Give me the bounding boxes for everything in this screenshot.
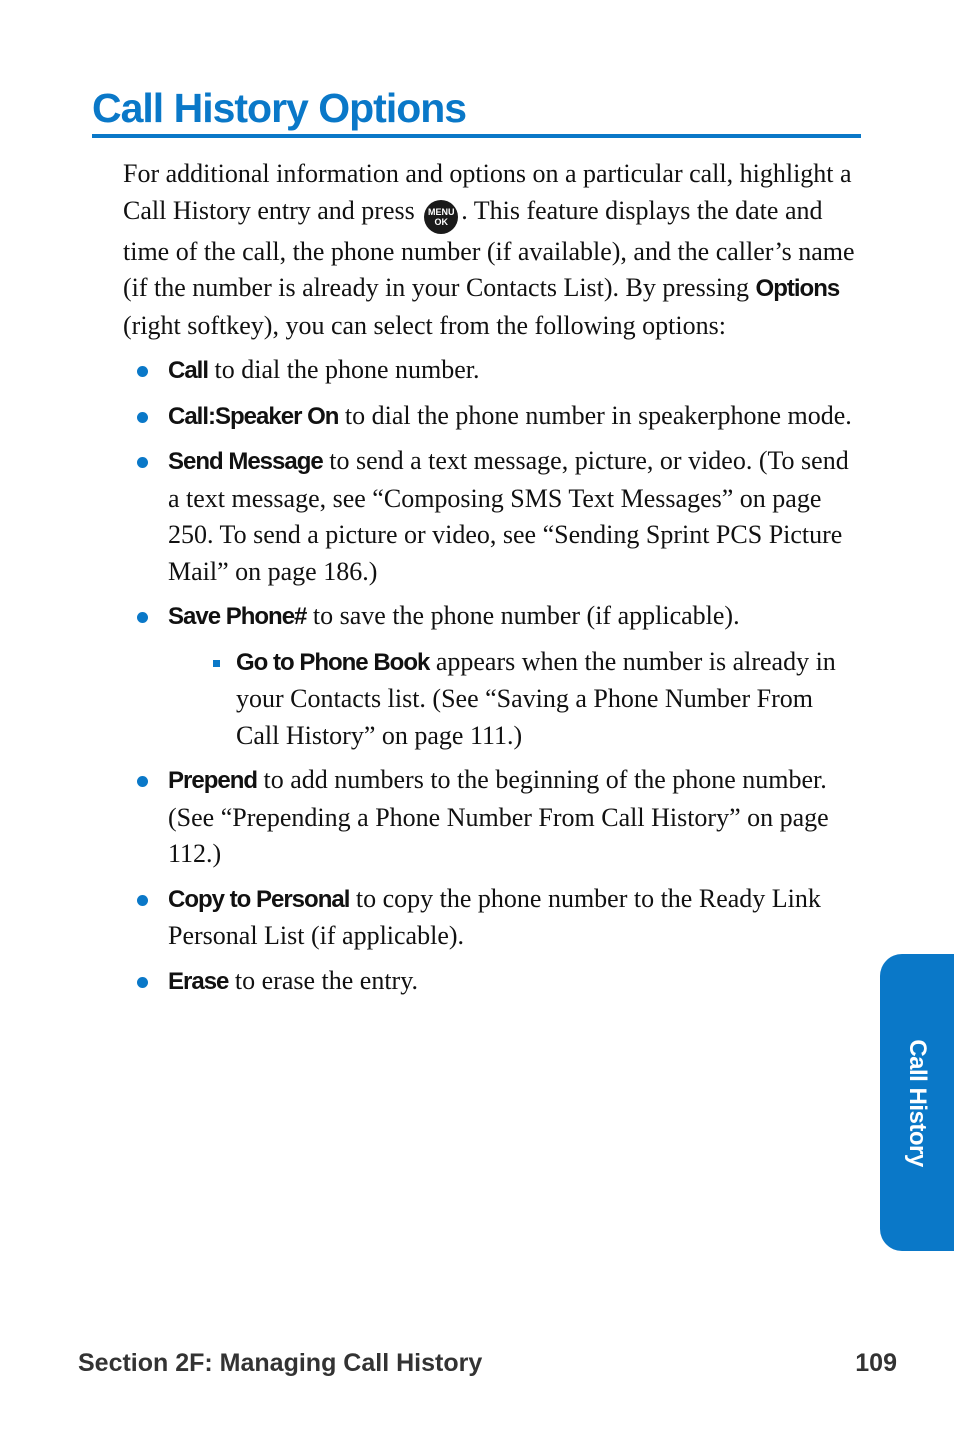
list-item xyxy=(123,881,858,955)
option-keyword: Call:Speaker On xyxy=(168,402,339,430)
sub-options-list xyxy=(168,644,858,755)
sub-option-keyword: Go to Phone Book xyxy=(236,648,430,676)
bullet-icon xyxy=(137,977,148,988)
footer-section-title: Section 2F: Managing Call History xyxy=(78,1349,483,1377)
list-item xyxy=(123,398,858,436)
option-description: to erase the entry. xyxy=(228,965,419,995)
footer-page-number: 109 xyxy=(855,1349,897,1377)
option-keyword: Save Phone# xyxy=(168,603,307,630)
option-keyword: Send Message xyxy=(168,448,323,475)
option-description: to send a text message, picture, or video. (To send a text message, see “Composing SMS Text Messages” on page 250. To send a picture or video, see “Sending Sprint PCS Picture Mail” on page 186.) xyxy=(168,446,849,586)
options-keyword: Options xyxy=(755,275,840,302)
intro-text-2: . This feature displays the date and time of the call, the phone number (if available), and the caller’s name (if the number is already in your Contacts List). By pressing xyxy=(123,195,855,302)
bullet-icon xyxy=(137,366,148,377)
intro-text-3: (right softkey), you can select from the following options: xyxy=(123,310,726,340)
page-title: Call History Options xyxy=(92,85,467,131)
bullet-icon xyxy=(137,776,148,787)
list-item xyxy=(123,352,858,390)
option-description: to copy the phone number to the Ready Link Personal List (if applicable). xyxy=(168,883,821,950)
option-keyword: Copy to Personal xyxy=(168,885,350,913)
intro-paragraph xyxy=(123,156,858,344)
menu-ok-key-icon: MENU OK xyxy=(424,200,458,234)
bullet-icon xyxy=(137,412,148,423)
bullet-icon xyxy=(137,457,148,468)
bullet-icon xyxy=(137,612,148,623)
list-item xyxy=(123,963,858,1001)
option-description: to dial the phone number. xyxy=(208,355,480,384)
title-underline xyxy=(92,134,861,138)
intro-text-1: For additional information and options on a particular call, highlight a Call History entry and press xyxy=(123,159,852,225)
option-description: to dial the phone number in speakerphone mode. xyxy=(338,400,852,430)
list-item xyxy=(123,598,858,754)
option-keyword: Call xyxy=(168,357,209,384)
list-item xyxy=(123,762,858,873)
side-tab-label: Call History xyxy=(904,1038,931,1167)
square-bullet-icon xyxy=(213,660,220,667)
option-description: to add numbers to the beginning of the phone number. (See “Prepending a Phone Number From Call History” on page 112.) xyxy=(168,765,829,868)
bullet-icon xyxy=(137,895,148,906)
section-side-tab xyxy=(880,954,954,1251)
options-list xyxy=(123,352,858,1000)
list-item xyxy=(123,443,858,590)
option-keyword: Erase xyxy=(168,967,229,995)
sub-list-item xyxy=(168,644,858,755)
option-keyword: Prepend xyxy=(168,767,258,794)
option-description: to save the phone number (if applicable). xyxy=(306,601,740,630)
sub-option-description: appears when the number is already in your Contacts list. (See “Saving a Phone Number From Call History” on page 111.) xyxy=(236,646,836,750)
main-content xyxy=(123,156,858,1008)
